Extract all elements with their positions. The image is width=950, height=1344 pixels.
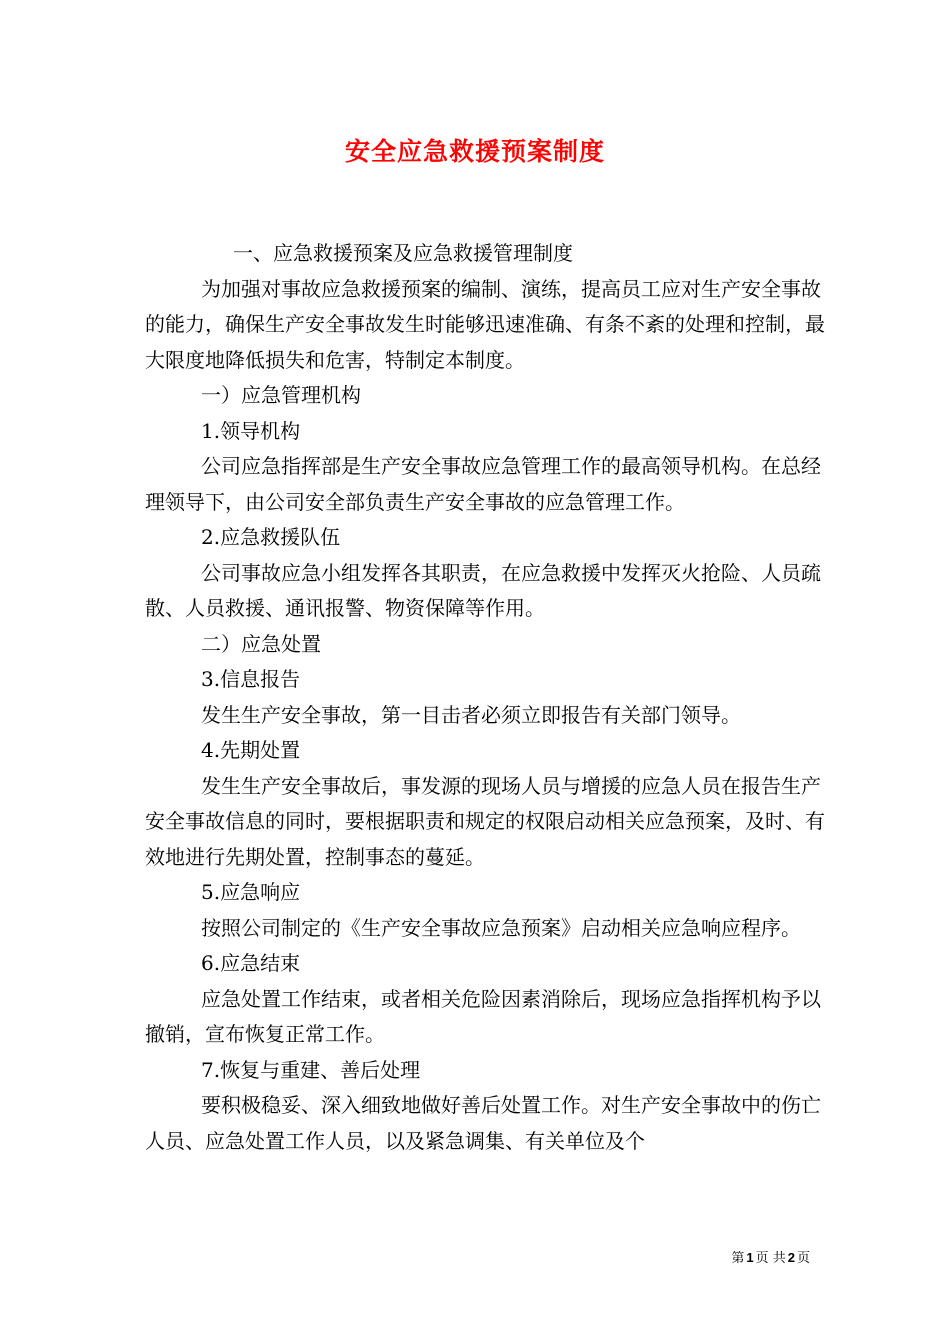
document-body — [145, 236, 825, 1159]
page-footer — [700, 1247, 810, 1266]
item-heading: 2.应急救援队伍 — [201, 525, 341, 549]
item-heading: 3.信息报告 — [201, 667, 301, 691]
paragraph: 发生生产安全事故后，事发源的现场人员与增援的应急人员在报告生产安全事故信息的同时，要根据职责和规定的权限启动相关应急预案，及时、有效地进行先期处置，控制事态的蔓延。 — [145, 773, 825, 869]
paragraph: 公司应急指挥部是生产安全事故应急管理工作的最高领导机构。在总经理领导下，由公司安全部负责生产安全事故的应急管理工作。 — [145, 454, 821, 514]
paragraph: 按照公司制定的《生产安全事故应急预案》启动相关应急响应程序。 — [201, 915, 801, 940]
paragraph: 发生生产安全事故，第一目击者必须立即报告有关部门领导。 — [201, 702, 741, 727]
footer-total-pages: 2 — [787, 1250, 795, 1265]
footer-suffix: 页 — [796, 1251, 810, 1266]
footer-prefix: 第 — [731, 1251, 745, 1266]
subsection-heading: 二）应急处置 — [201, 631, 321, 656]
paragraph: 应急处置工作结束，或者相关危险因素消除后，现场应急指挥机构予以撤销，宣布恢复正常工作。 — [145, 986, 821, 1046]
footer-page-number: 1 — [746, 1250, 754, 1265]
item-heading: 6.应急结束 — [201, 951, 301, 975]
item-heading: 1.领导机构 — [201, 418, 301, 443]
item-heading: 7.恢复与重建、善后处理 — [201, 1057, 421, 1082]
section-heading: 一、应急救援预案及应急救援管理制度 — [233, 241, 573, 265]
paragraph: 要积极稳妥、深入细致地做好善后处置工作。对生产安全事故中的伤亡人员、应急处置工作人员，以及紧急调集、有关单位及个 — [145, 1093, 821, 1153]
footer-middle: 页 共 — [755, 1251, 786, 1266]
paragraph: 为加强对事故应急救援预案的编制、演练，提高员工应对生产安全事故的能力，确保生产安全事故发生时能够迅速准确、有条不紊的处理和控制，最大限度地降低损失和危害，特制定本制度。 — [145, 276, 825, 372]
paragraph: 公司事故应急小组发挥各其职责，在应急救援中发挥灭火抢险、人员疏散、人员救援、通讯报警、物资保障等作用。 — [145, 560, 821, 620]
item-heading: 4.先期处置 — [201, 738, 301, 762]
document-title: 安全应急救援预案制度 — [344, 137, 605, 166]
subsection-heading: 一）应急管理机构 — [201, 383, 361, 407]
item-heading: 5.应急响应 — [201, 880, 301, 904]
